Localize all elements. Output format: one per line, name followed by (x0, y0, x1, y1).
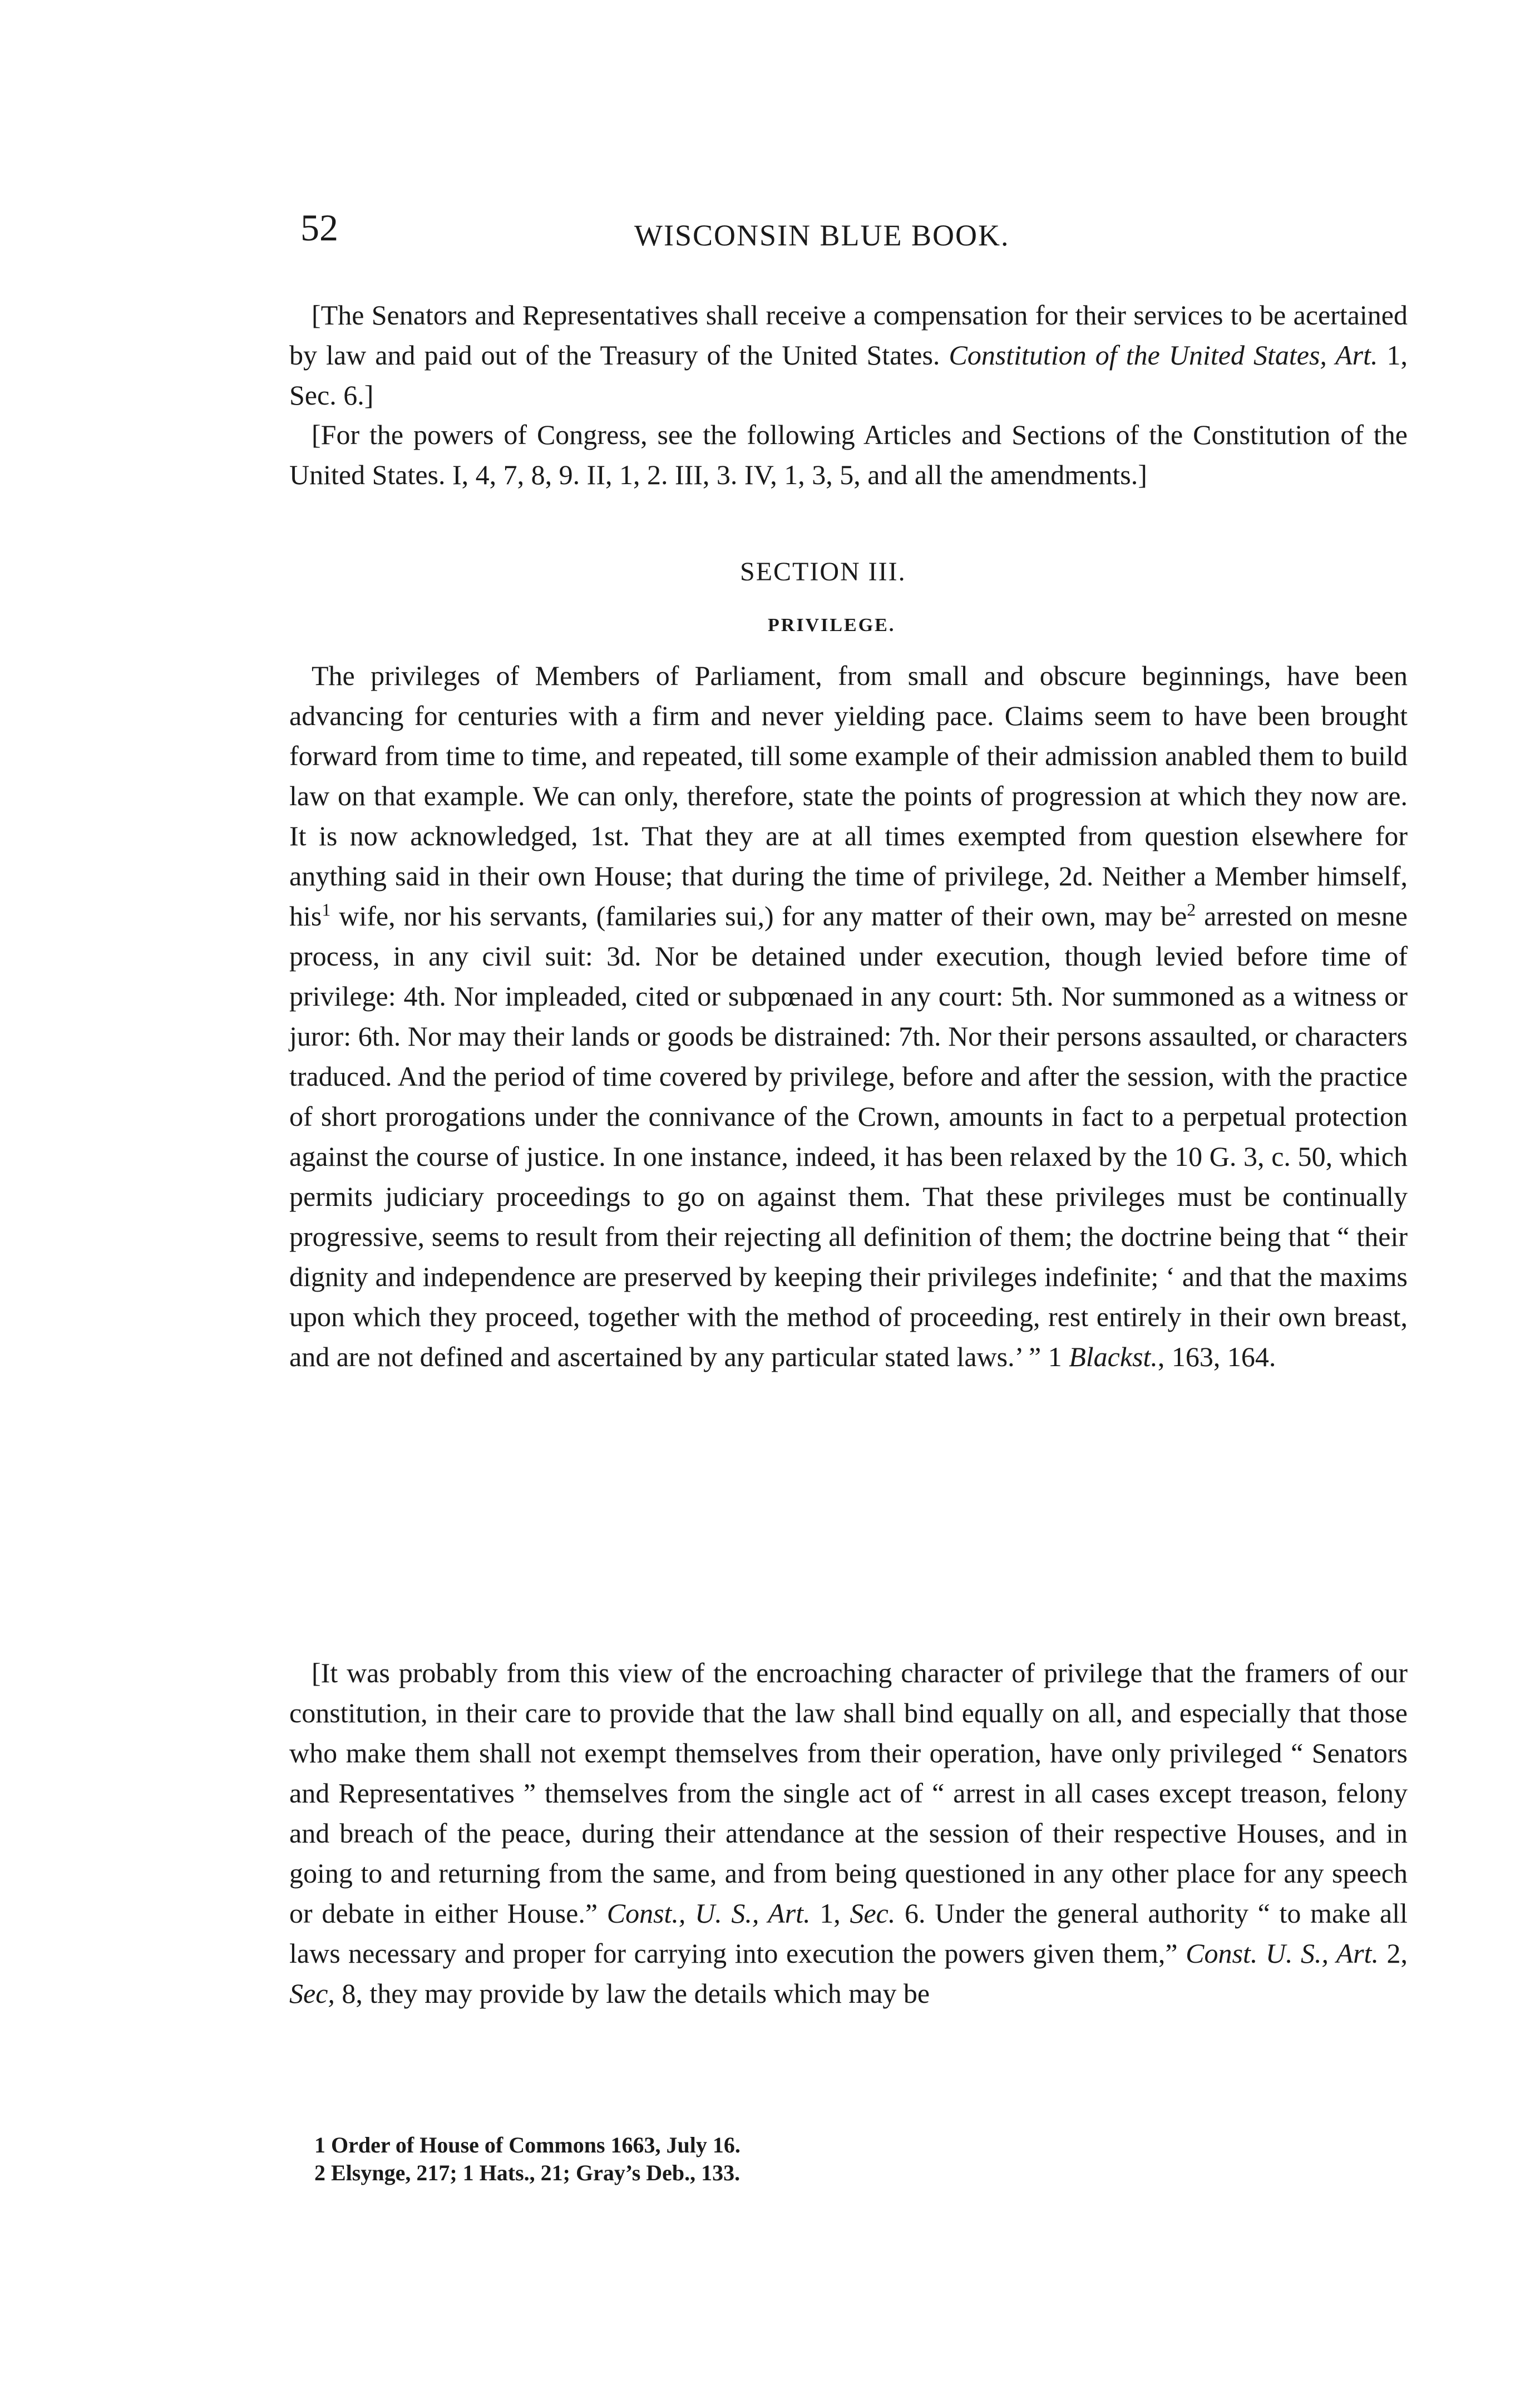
footnote: 1 Order of House of Commons 1663, July 16. (314, 2132, 741, 2157)
paragraph-text: arrested on mesne process, in any civil suit: 3d. Nor be detained under execution, though levied before time of privilege: 4th. Nor impleaded, cited or subpœnaed in any court: 5th. Nor summoned as a witness or juror: 6th. Nor may their lands or goods be distrained: 7th. Nor their persons assaulted, or characters traduced. And the period of time covered by privilege, before and after the session, with the practice of short prorogations under the connivance of the Crown, amounts in fact to a perpetual protection against the course of justice. In one instance, indeed, it has been relaxed by the 10 G. 3, c. 50, which permits judiciary proceedings to go on against them. That these privileges must be continually progressive, seems to result from their rejecting all definition of them; the doctrine being that “ their dignity and independence are preserved by keeping their privileges indefinite; ‘ and that the maxims upon which they proceed, together with the method of proceeding, rest entirely in their own breast, and are not defined and ascertained by any particular stated laws.’ ” 1 (289, 900, 1408, 1372)
paragraph-text: [The Senators and Representatives shall receive a compensation for their services to be acertained by law and paid out of the Treasury of the United States. (289, 299, 1408, 371)
citation-end: 1, Sec. 6.] (289, 339, 1408, 411)
paragraph-text: 6. Under the general authority “ to make all laws necessary and proper for carrying into execution the powers given them,” (289, 1898, 1408, 1969)
running-head: WISCONSIN BLUE BOOK. (634, 219, 1010, 252)
citation: Const. U. S., Art. (1186, 1938, 1379, 1969)
footnote: 2 Elsynge, 217; 1 Hats., 21; Gray’s Deb., 133. (314, 2160, 741, 2185)
paragraph-text: 2, (1378, 1938, 1408, 1969)
paragraph-text: 1, (810, 1898, 850, 1929)
paragraph-text: , 163, 164. (1157, 1341, 1276, 1372)
page-header (300, 206, 1413, 273)
page-number: 52 (300, 206, 338, 249)
citation: Sec, (289, 1978, 335, 2009)
paragraph-text: 8, they may provide by law the details which may be (334, 1978, 930, 2009)
citation: Blackst. (1069, 1341, 1158, 1372)
paragraph-text: [For the powers of Congress, see the following Articles and Sections of the Constitution of the United States. I, 4, 7, 8, 9. II, 1, 2. III, 3. IV, 1, 3, 5, and all the amendments.] (289, 419, 1408, 490)
footnote-ref: 1 (322, 899, 331, 920)
paragraph-encroaching (289, 1653, 1408, 2013)
section-subheading: PRIVILEGE. (768, 615, 896, 636)
paragraph-privileges (289, 656, 1408, 1377)
footnotes (314, 2131, 741, 2187)
paragraph-powers (289, 415, 1408, 495)
paragraph-compensation (289, 295, 1408, 415)
citation: Sec. (850, 1898, 896, 1929)
footnote-ref: 2 (1187, 899, 1196, 920)
citation: Const., U. S., Art. (606, 1898, 811, 1929)
citation: Constitution of the United States, Art. (949, 339, 1378, 371)
paragraph-text: wife, nor his servants, (familaries sui,) for any matter of their own, may be (330, 900, 1187, 932)
paragraph-text: [It was probably from this view of the encroaching character of privilege that the framers of our constitution, in their care to provide that the law shall bind equally on all, and especially that those who make them shall not exempt themselves from their operation, have only privileged “ Senators and Representatives ” themselves from the single act of “ arrest in all cases except treason, felony and breach of the peace, during their attendance at the session of their respective Houses, and in going to and returning from the same, and from being questioned in any other place for any speech or debate in either House.” (289, 1657, 1408, 1929)
paragraph-text: The privileges of Members of Parliament, from small and obscure beginnings, have been advancing for centuries with a firm and never yielding pace. Claims seem to have been brought forward from time to time, and repeated, till some example of their admission anabled them to build law on that example. We can only, therefore, state the points of progression at which they now are. It is now acknowledged, 1st. That they are at all times exempted from question elsewhere for anything said in their own House; that during the time of privilege, 2d. Neither a Member himself, his (289, 660, 1408, 932)
section-heading: SECTION III. (740, 557, 906, 587)
